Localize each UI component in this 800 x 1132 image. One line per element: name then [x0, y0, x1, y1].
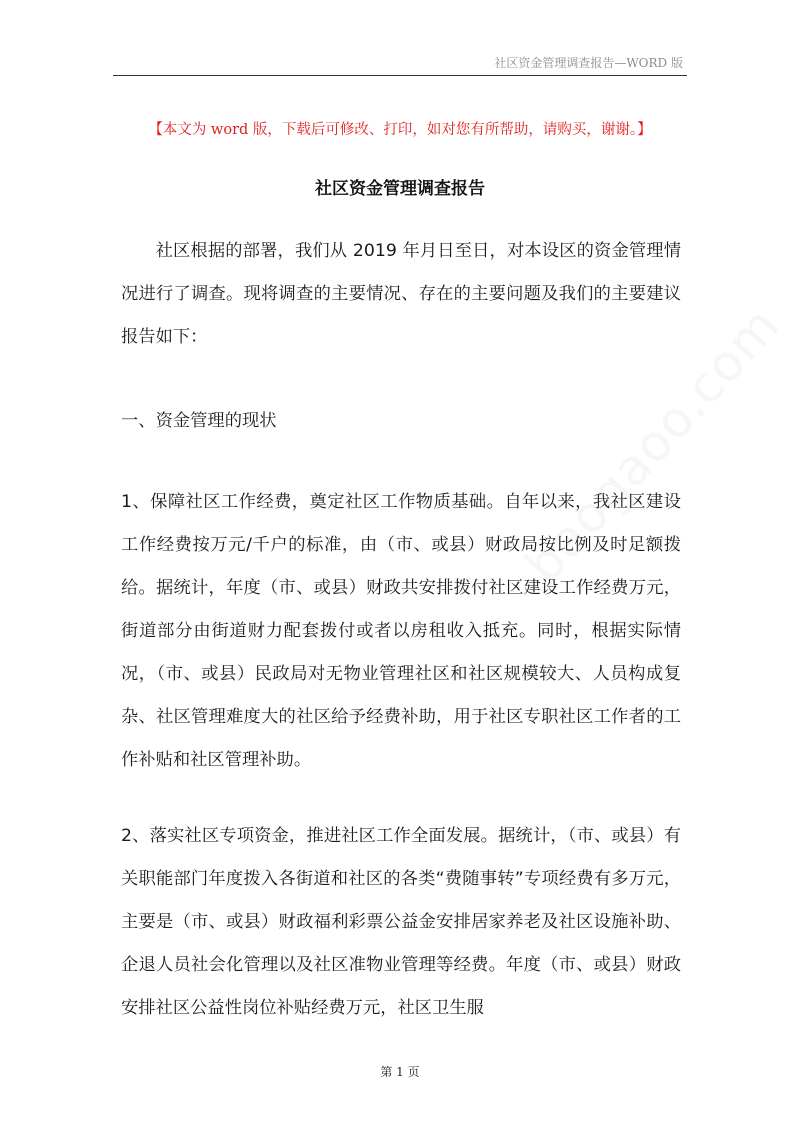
section-heading-text: 一、资金管理的现状 — [121, 411, 277, 431]
page-number: 第 1 页 — [380, 1065, 420, 1079]
paragraph-one-text: 1、保障社区工作经费，奠定社区工作物质基础。自年以来，我社区建设工作经费按万元/千户的标准，由（市、或县）财政局按比例及时足额拨给。据统计，年度（市、或县）财政共安排拨付社区建设工作经费万元，街道部分由街道财力配套拨付或者以房租收入抵充。同时，根据实际情况，（市、或县）民政局对无物业管理社区和社区规模较大、人员构成复杂、社区管理难度大的社区给予经费补助，用于社区专职社区工作者的工作补贴和社区管理补助。 — [121, 492, 681, 770]
paragraph-two-text: 2、落实社区专项资金，推进社区工作全面发展。据统计，（市、或县）有关职能部门年度拨入各街道和社区的各类“费随事转”专项经费有多万元，主要是（市、或县）财政福利彩票公益金安排居家养老及社区设施补助、企退人员社会化管理以及社区准物业管理等经费。年度（市、或县）财政安排社区公益性岗位补贴经费万元，社区卫生服 — [121, 826, 681, 1018]
paragraph-one — [121, 481, 681, 782]
page-title: 社区资金管理调查报告 — [315, 179, 485, 199]
intro-text: 社区根据的部署，我们从 2019 年月日至日，对本设区的资金管理情况进行了调查。现将调查的主要情况、存在的主要问题及我们的主要建议报告如下： — [121, 241, 681, 347]
running-header: 社区资金管理调查报告—WORD 版 — [494, 56, 683, 70]
section-heading — [121, 400, 681, 443]
intro-paragraph — [121, 230, 681, 359]
watermark: baogaoo.com — [514, 295, 792, 595]
header-divider — [113, 75, 687, 76]
purchase-notice: 【本文为 word 版，下载后可修改、打印，如对您有所帮助，请购买，谢谢。】 — [148, 122, 652, 138]
paragraph-two — [121, 815, 681, 1030]
